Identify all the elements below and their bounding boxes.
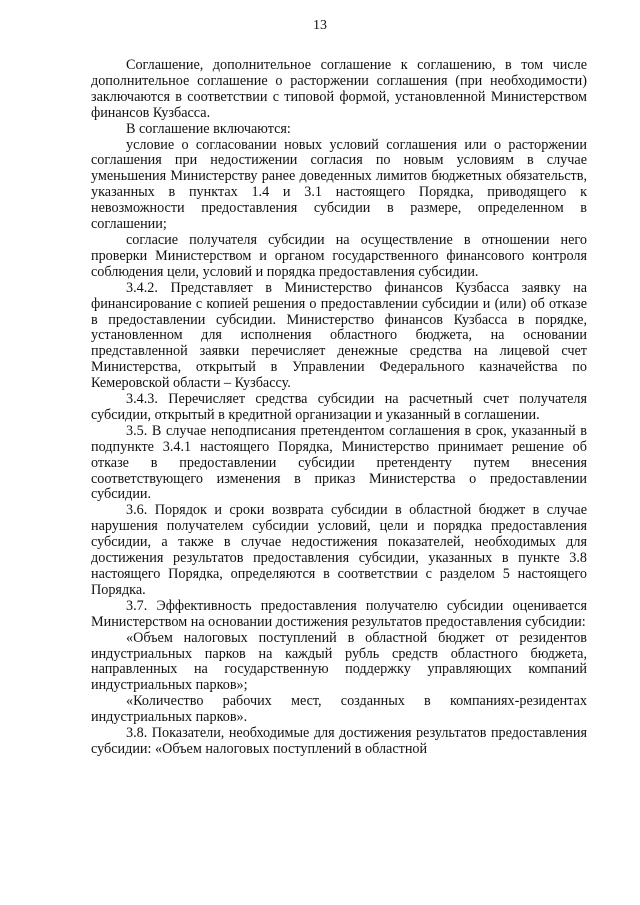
paragraph-3-4-2: 3.4.2. Представляет в Министерство финансов Кузбасса заявку на финансирование с копией решения о предоставлении субсидии и (или) об отказе в предоставлении субсидии. Министерство финансов Кузбасса в порядке, установленном для исполнения областного бюджета, на основании представленной заявки перечисляет денежные средства на лицевой счет Министерства, открытый в Управлении Федерального казначейства по Кемеровской области – Кузбассу. — [91, 279, 587, 392]
paragraph-3-6: 3.6. Порядок и сроки возврата субсидии в областной бюджет в случае нарушения получателем субсидии условий, цели и порядка предоставления субсидии, а также в случае недостижения показателей, необходимых для достижения результатов предоставления субсидии, указанных в пункте 3.8 настоящего Порядка, определяются в соответствии с разделом 5 настоящего Порядка. — [91, 502, 587, 598]
paragraph-3-8: 3.8. Показатели, необходимые для достижения результатов предоставления субсидии: «Объем налоговых поступлений в областной — [91, 725, 587, 757]
paragraph-result-jobs: «Количество рабочих мест, созданных в компаниях-резидентах индустриальных парков». — [91, 693, 587, 726]
paragraph-result-tax-revenue: «Объем налоговых поступлений в областной бюджет от резидентов индустриальных парков на каждый рубль средств областного бюджета, направленных на государственную поддержку управляющих компаний индустриальных парков»; — [91, 629, 587, 694]
paragraph-consent-inspection: согласие получателя субсидии на осуществление в отношении него проверки Министерством и органом государственного финансового контроля соблюдения цели, условий и порядка предоставления субсидии. — [91, 231, 587, 280]
paragraph-agreement-form: Соглашение, дополнительное соглашение к соглашению, в том числе дополнительное соглашение о расторжении соглашения (при необходимости) заключаются в соответствии с типовой формой, установленной Министерством финансов Кузбасса. — [91, 57, 587, 121]
paragraph-3-4-3: 3.4.3. Перечисляет средства субсидии на расчетный счет получателя субсидии, открытый в кредитной организации и указанный в соглашении. — [91, 391, 587, 423]
page-number: 13 — [313, 18, 327, 33]
paragraph-agreement-includes: В соглашение включаются: — [126, 120, 291, 137]
paragraph-condition-new-terms: условие о согласовании новых условий соглашения или о расторжении соглашения при недостижении согласия по новым условиям в случае уменьшения Министерству ранее доведенных лимитов бюджетных обязательств, указанных в пунктах 1.4 и 3.1 настоящего Порядка, приводящего к невозможности предоставления субсидии в размере, определенном в соглашении; — [91, 136, 587, 233]
paragraph-3-5: 3.5. В случае неподписания претендентом соглашения в срок, указанный в подпункте 3.4.1 настоящего Порядка, Министерство принимает решение об отказе в предоставлении субсидии претенденту путем внесения соответствующего изменения в приказ Министерства о предоставлении субсидии. — [91, 422, 587, 503]
document-body — [91, 58, 587, 758]
paragraph-3-7: 3.7. Эффективность предоставления получателю субсидии оценивается Министерством на основании достижения результатов предоставления субсидии: — [91, 597, 587, 630]
